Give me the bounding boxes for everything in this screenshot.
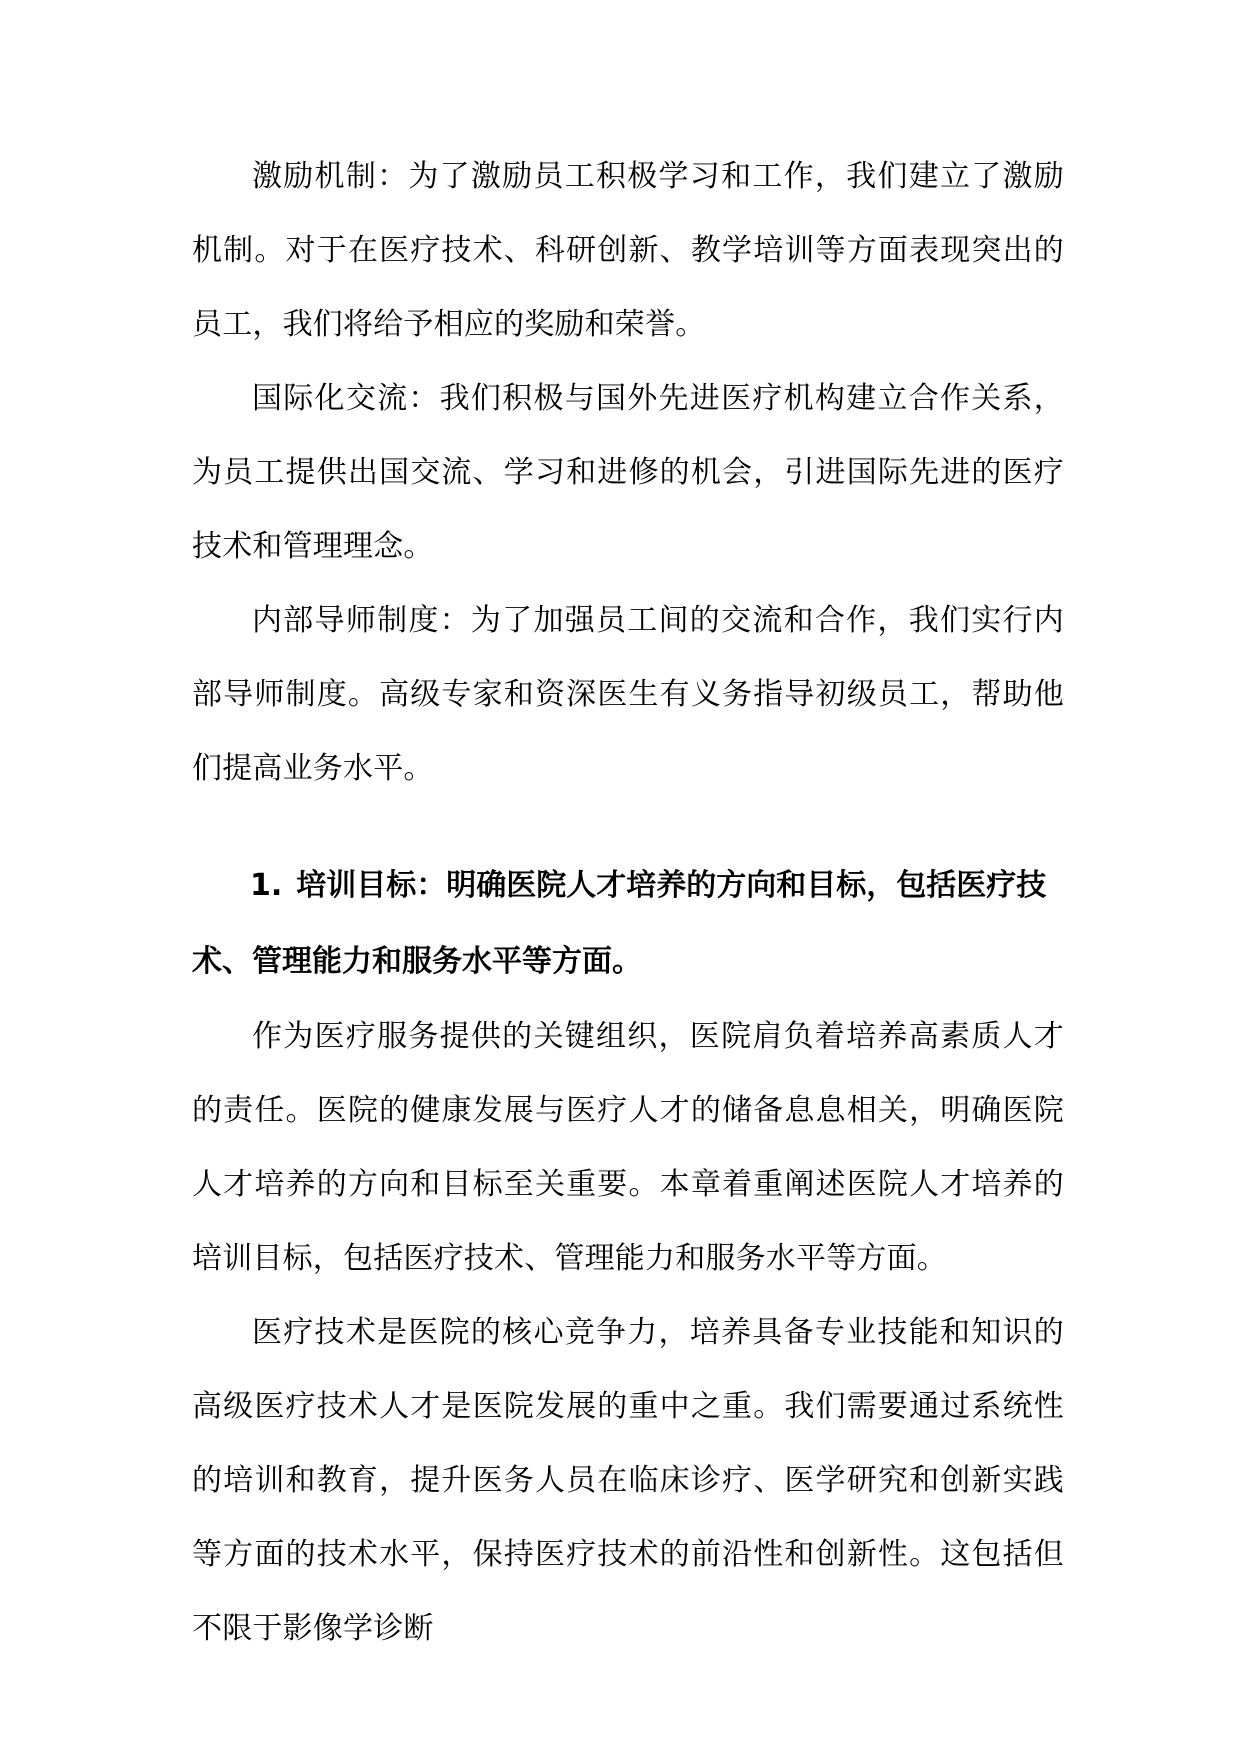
paragraph-international-exchange: 国际化交流：我们积极与国外先进医疗机构建立合作关系，为员工提供出国交流、学习和进修的机会，引进国际先进的医疗技术和管理理念。 — [192, 381, 1064, 564]
paragraph-incentive-mechanism: 激励机制：为了激励员工积极学习和工作，我们建立了激励机制。对于在医疗技术、科研创新、教学培训等方面表现突出的员工，我们将给予相应的奖励和荣誉。 — [192, 159, 1064, 342]
paragraph-medical-technology: 医疗技术是医院的核心竞争力，培养具备专业技能和知识的高级医疗技术人才是医院发展的重中之重。我们需要通过系统性的培训和教育，提升医务人员在临床诊疗、医学研究和创新实践等方面的技术水平，保持医疗技术的前沿性和创新性。这包括但不限于影像学诊断 — [192, 1315, 1064, 1646]
section-heading-number: 1. — [250, 868, 283, 903]
section-heading-text: 培训目标：明确医院人才培养的方向和目标，包括医疗技术、管理能力和服务水平等方面。 — [192, 868, 1047, 979]
paragraph-internal-mentor-system: 内部导师制度：为了加强员工间的交流和合作，我们实行内部导师制度。高级专家和资深医生有义务指导初级员工，帮助他们提高业务水平。 — [192, 603, 1064, 786]
document-body — [192, 140, 1064, 1666]
section-heading-training-goals — [192, 848, 1064, 1000]
paragraph-hospital-responsibility: 作为医疗服务提供的关键组织，医院肩负着培养高素质人才的责任。医院的健康发展与医疗人才的储备息息相关，明确医院人才培养的方向和目标至关重要。本章着重阐述医院人才培养的培训目标，包括医疗技术、管理能力和服务水平等方面。 — [192, 1019, 1064, 1276]
